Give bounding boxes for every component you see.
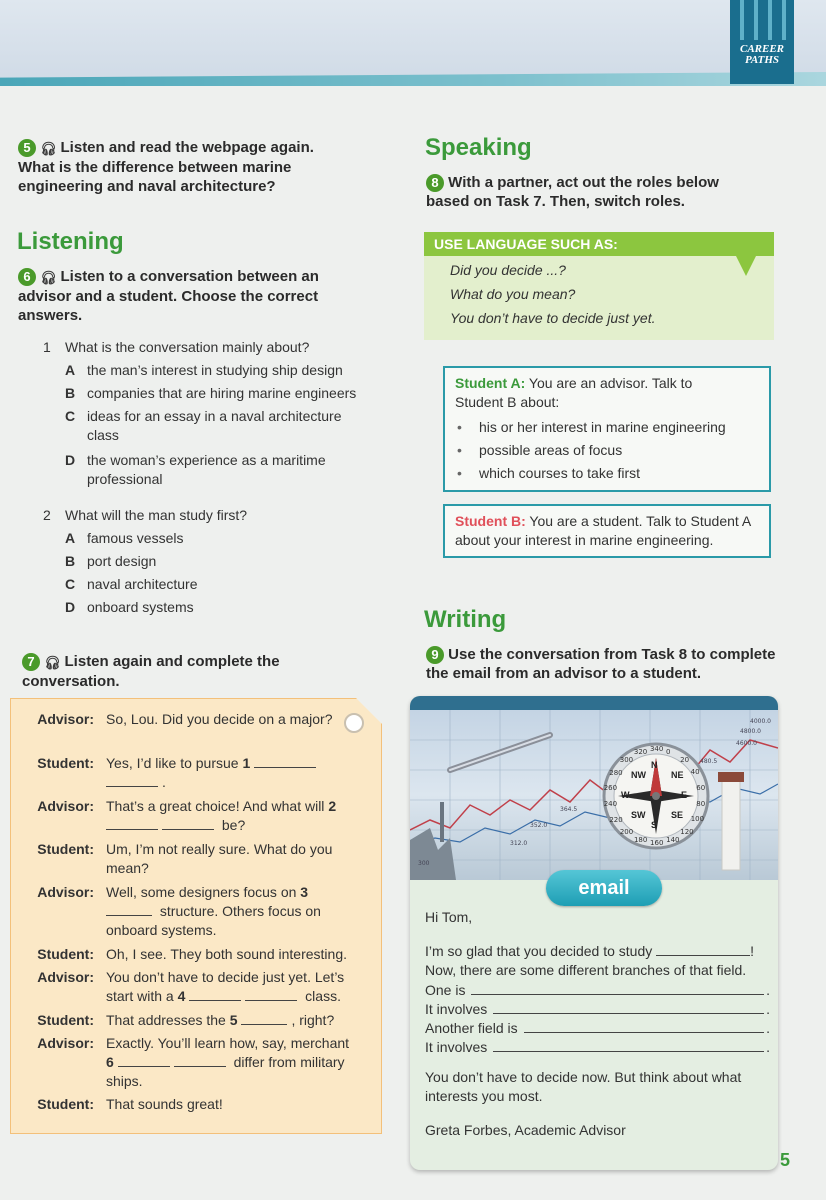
speaker-label: Student: bbox=[37, 1096, 94, 1112]
role-bullet: • his or her interest in marine engineering bbox=[455, 416, 759, 439]
conversation-text bbox=[106, 883, 356, 940]
line-text: Yes, I’d like to pursue bbox=[106, 755, 243, 771]
speaker-label: Advisor: bbox=[37, 1035, 94, 1051]
language-phrase: Did you decide ...? bbox=[450, 262, 566, 278]
answer-blank[interactable] bbox=[162, 816, 214, 830]
blank-number: 2 bbox=[328, 798, 337, 814]
line-text: be? bbox=[218, 817, 246, 833]
compass-direction-label: NE bbox=[671, 770, 684, 780]
conversation-line bbox=[0, 754, 356, 792]
logo-line-2: PATHS bbox=[744, 54, 780, 66]
conversation-line bbox=[0, 1034, 356, 1091]
email-line-involves-1: It involves . bbox=[425, 1001, 770, 1017]
option-b[interactable] bbox=[65, 384, 373, 403]
question-number: 1 bbox=[43, 339, 51, 355]
task-9 bbox=[426, 645, 776, 683]
conversation-text bbox=[106, 840, 356, 878]
email-text: ! bbox=[750, 943, 755, 959]
email-blank[interactable] bbox=[493, 1000, 764, 1014]
task-instruction: With a partner, act out the roles below based on Task 7. Then, switch roles. bbox=[426, 174, 719, 211]
compass-degree-label: 320 bbox=[633, 747, 648, 756]
line-text: So, Lou. Did you decide on a major? bbox=[106, 711, 333, 727]
conversation-text bbox=[106, 1034, 356, 1091]
task-number: 6 bbox=[18, 268, 36, 286]
compass-degree-label: 260 bbox=[603, 783, 618, 792]
task-number: 9 bbox=[426, 646, 444, 664]
compass-degree-label: 100 bbox=[690, 815, 705, 824]
conversation-line bbox=[0, 968, 356, 1006]
blank-number: 5 bbox=[229, 1012, 238, 1028]
task-8 bbox=[426, 173, 756, 211]
language-box-heading: USE LANGUAGE SUCH AS: bbox=[424, 232, 774, 256]
answer-blank[interactable] bbox=[174, 1053, 226, 1067]
chart-number-label: 300 bbox=[418, 860, 430, 867]
conversation-line bbox=[0, 797, 356, 835]
task-number: 5 bbox=[18, 139, 36, 157]
logo-line-1: CAREER bbox=[739, 43, 785, 55]
language-phrase: What do you mean? bbox=[450, 286, 576, 302]
language-box bbox=[424, 232, 774, 340]
question-2 bbox=[43, 506, 373, 617]
compass-degree-label: 300 bbox=[619, 756, 634, 765]
conversation-text bbox=[106, 797, 356, 835]
compass-direction-label: SW bbox=[631, 810, 646, 820]
compass-degree-label: 20 bbox=[680, 755, 690, 764]
student-b-text: You are a student. Talk to Student A about your interest in marine engineering. bbox=[455, 513, 751, 548]
chart-number-label: 364.5 bbox=[560, 806, 578, 813]
compass-direction-label: W bbox=[621, 790, 630, 800]
answer-blank[interactable] bbox=[189, 987, 241, 1001]
line-text: That’s a great choice! And what will bbox=[106, 798, 329, 814]
question-text: What is the conversation mainly about? bbox=[65, 339, 310, 355]
compass-degree-label: 40 bbox=[690, 768, 700, 777]
answer-blank[interactable] bbox=[245, 987, 297, 1001]
listening-heading: Listening bbox=[17, 228, 124, 255]
conversation-text bbox=[106, 710, 356, 729]
email-line-involves-2: It involves . bbox=[425, 1039, 770, 1055]
option-text: famous vessels bbox=[87, 530, 184, 546]
answer-blank[interactable] bbox=[106, 816, 158, 830]
option-letter: B bbox=[65, 385, 76, 401]
option-a[interactable] bbox=[65, 361, 373, 380]
student-a-label: Student A: bbox=[455, 375, 526, 391]
headphones-icon: 🎧︎ bbox=[40, 269, 57, 285]
line-text: differ from military ships. bbox=[106, 1054, 345, 1089]
email-line-study bbox=[425, 942, 770, 961]
email-header-image bbox=[410, 710, 778, 880]
conversation-line bbox=[0, 945, 356, 964]
answer-blank[interactable] bbox=[118, 1053, 170, 1067]
compass-degree-label: 340 bbox=[649, 745, 664, 753]
line-text: structure. Others focus on onboard systems. bbox=[106, 903, 321, 938]
student-a-text: You are an advisor. Talk to Student B about: bbox=[455, 375, 693, 410]
email-line-another-field: Another field is . bbox=[425, 1020, 770, 1036]
line-text: That addresses the bbox=[106, 1012, 230, 1028]
conversation-line bbox=[0, 710, 356, 729]
line-text: Well, some designers focus on bbox=[106, 884, 301, 900]
compass-degree-label: 220 bbox=[609, 815, 623, 824]
compass-degree-label: 200 bbox=[619, 828, 634, 837]
email-text: It involves bbox=[425, 1001, 488, 1017]
compass-degree-label: 280 bbox=[609, 768, 623, 777]
speaker-label: Advisor: bbox=[37, 798, 94, 814]
chart-number-label: 4000.0 bbox=[750, 718, 771, 725]
task-instruction: Listen again and complete the conversation. bbox=[22, 653, 280, 690]
conversation-text bbox=[106, 945, 356, 964]
line-text: , right? bbox=[291, 1012, 335, 1028]
speaker-label: Student: bbox=[37, 1012, 94, 1028]
option-letter: D bbox=[65, 452, 76, 468]
email-blank[interactable] bbox=[656, 942, 750, 956]
email-blank[interactable] bbox=[493, 1038, 764, 1052]
option-d[interactable] bbox=[65, 451, 373, 489]
compass-degree-label: 240 bbox=[603, 800, 618, 809]
compass-degree-label: 120 bbox=[680, 827, 694, 836]
compass-degree-label: 140 bbox=[666, 836, 680, 845]
option-a[interactable] bbox=[65, 529, 373, 548]
task-6 bbox=[18, 267, 368, 325]
compass-direction-label: E bbox=[681, 790, 688, 800]
task-5 bbox=[18, 138, 348, 196]
option-text: port design bbox=[87, 553, 157, 569]
speaker-label: Student: bbox=[37, 755, 94, 771]
chart-number-label: 312.0 bbox=[510, 840, 528, 847]
student-b-role-card bbox=[443, 504, 771, 558]
speaker-label: Advisor: bbox=[37, 969, 94, 985]
blank-number: 6 bbox=[106, 1054, 114, 1070]
option-letter: C bbox=[65, 408, 76, 424]
student-a-role-card bbox=[443, 366, 771, 492]
option-letter: B bbox=[65, 553, 76, 569]
compass-degree-label: 160 bbox=[650, 838, 664, 847]
chart-number-label: 4800.0 bbox=[740, 728, 761, 735]
option-text: onboard systems bbox=[87, 599, 194, 615]
task-7 bbox=[22, 652, 322, 691]
speaker-label: Student: bbox=[37, 841, 94, 857]
email-line-one-is: One is . bbox=[425, 982, 770, 998]
email-text: I’m so glad that you decided to study bbox=[425, 943, 653, 959]
email-blank[interactable] bbox=[471, 981, 764, 995]
role-bullet: • possible areas of focus bbox=[455, 439, 759, 462]
role-bullet: • which courses to take first bbox=[455, 462, 759, 485]
answer-blank[interactable] bbox=[106, 902, 152, 916]
headphones-icon: 🎧︎ bbox=[40, 140, 57, 156]
option-c[interactable] bbox=[65, 575, 373, 594]
speaker-label: Advisor: bbox=[37, 884, 94, 900]
line-text: Um, I’m not really sure. What do you mean? bbox=[106, 841, 333, 876]
compass-direction-label: SE bbox=[671, 810, 684, 820]
option-letter: A bbox=[65, 362, 76, 378]
conversation-line bbox=[0, 883, 356, 940]
answer-blank[interactable] bbox=[106, 773, 158, 787]
nautical-chart-illustration bbox=[410, 710, 778, 880]
email-text: It involves bbox=[425, 1039, 488, 1055]
compass-degree-label: 60 bbox=[696, 783, 706, 792]
language-phrase: You don’t have to decide just yet. bbox=[450, 310, 656, 326]
page-number: 5 bbox=[780, 1150, 791, 1170]
conversation-line bbox=[0, 840, 356, 878]
blank-number: 3 bbox=[300, 884, 309, 900]
email-text: One is bbox=[425, 982, 466, 998]
career-paths-logo bbox=[730, 0, 794, 84]
question-number: 2 bbox=[43, 507, 51, 523]
language-box-pointer bbox=[736, 256, 756, 276]
chart-number-label: 4600.0 bbox=[736, 740, 757, 747]
answer-blank[interactable] bbox=[241, 1011, 287, 1025]
compass-degree-label: 80 bbox=[696, 800, 706, 809]
compass-degree-label: 180 bbox=[633, 836, 648, 845]
question-text: What will the man study first? bbox=[65, 507, 248, 523]
option-letter: D bbox=[65, 599, 76, 615]
task-instruction: Listen to a conversation between an advisor and a student. Choose the correct answers. bbox=[18, 268, 319, 324]
option-b[interactable] bbox=[65, 552, 373, 571]
conversation-line bbox=[0, 1011, 356, 1030]
email-blank[interactable] bbox=[524, 1019, 765, 1033]
option-letter: C bbox=[65, 576, 76, 592]
conversation-text bbox=[106, 754, 356, 792]
line-text: You don’t have to decide just yet. Let’s start with a bbox=[106, 969, 345, 1004]
option-text: ideas for an essay in a naval architecture class bbox=[87, 408, 342, 443]
conversation-text bbox=[106, 1095, 356, 1114]
blank-number: 1 bbox=[242, 755, 251, 771]
line-text: . bbox=[162, 774, 166, 790]
email-greeting: Hi Tom, bbox=[425, 909, 473, 925]
compass-degree-label: 0 bbox=[666, 747, 671, 756]
conversation-text bbox=[106, 968, 356, 1006]
task-number: 8 bbox=[426, 174, 444, 192]
speaker-label: Advisor: bbox=[37, 711, 94, 727]
speaking-heading: Speaking bbox=[425, 134, 532, 161]
line-text: That sounds great! bbox=[106, 1096, 223, 1112]
option-c[interactable] bbox=[65, 407, 373, 445]
student-b-label: Student B: bbox=[455, 513, 526, 529]
option-d[interactable] bbox=[65, 598, 373, 617]
chart-number-label: 480.5 bbox=[700, 758, 718, 765]
option-text: companies that are hiring marine engineers bbox=[87, 385, 357, 401]
blank-number: 4 bbox=[177, 988, 186, 1004]
line-text: Oh, I see. They both sound interesting. bbox=[106, 946, 348, 962]
line-text: Exactly. You’ll learn how, say, merchant bbox=[106, 1035, 350, 1051]
compass-direction-label: N bbox=[651, 760, 658, 770]
task-instruction: Listen and read the webpage again. What is the difference between marine engineering and naval architecture? bbox=[18, 139, 314, 195]
writing-heading: Writing bbox=[424, 606, 507, 633]
email-signature: Greta Forbes, Academic Advisor bbox=[425, 1122, 626, 1138]
compass-direction-label: S bbox=[651, 820, 658, 830]
email-card bbox=[410, 696, 778, 1170]
option-text: naval architecture bbox=[87, 576, 198, 592]
task-number: 7 bbox=[22, 653, 40, 671]
headphones-icon: 🎧︎ bbox=[44, 654, 61, 670]
speaker-label: Student: bbox=[37, 946, 94, 962]
task-instruction: Use the conversation from Task 8 to complete the email from an advisor to a student. bbox=[426, 646, 776, 683]
email-label-pill: email bbox=[546, 870, 662, 906]
compass-direction-label: NW bbox=[631, 770, 646, 780]
option-letter: A bbox=[65, 530, 76, 546]
question-1 bbox=[43, 338, 373, 489]
chart-number-label: 352.0 bbox=[530, 822, 548, 829]
email-line-branches: Now, there are some different branches of that field. bbox=[425, 962, 747, 978]
email-card-top-bar bbox=[410, 696, 778, 710]
answer-blank[interactable] bbox=[254, 754, 316, 768]
option-text: the man’s interest in studying ship design bbox=[87, 362, 343, 378]
email-text: Another field is bbox=[425, 1020, 518, 1036]
email-closing: You don’t have to decide now. But think about what interests you most. bbox=[425, 1069, 742, 1104]
conversation-text bbox=[106, 1011, 356, 1030]
option-text: the woman’s experience as a maritime professional bbox=[87, 452, 326, 487]
line-text: class. bbox=[301, 988, 341, 1004]
conversation-line bbox=[0, 1095, 356, 1114]
